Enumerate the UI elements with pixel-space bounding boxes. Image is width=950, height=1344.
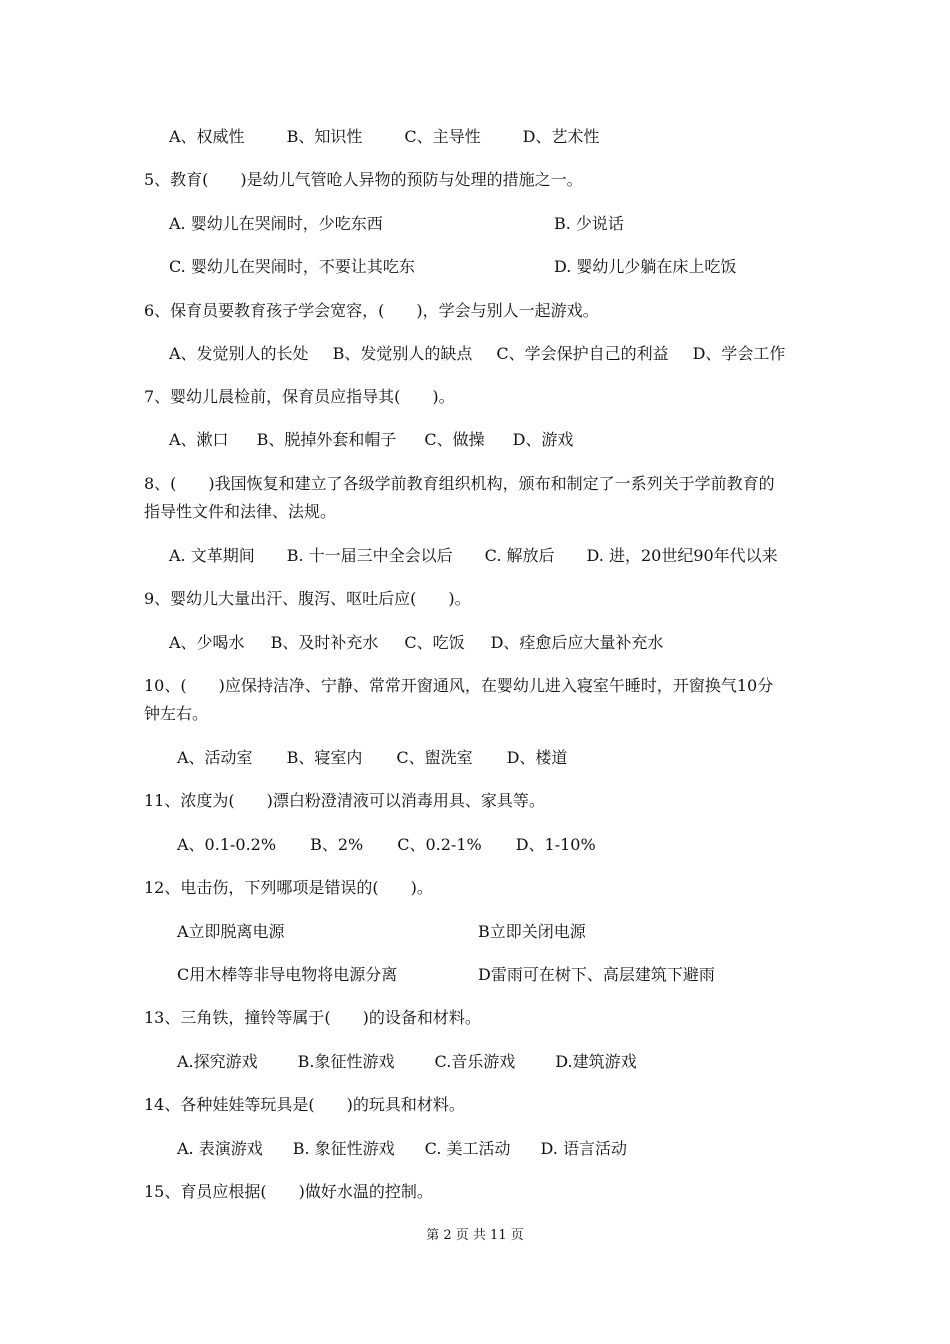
q14-option-b: B. 象征性游戏 — [292, 1139, 395, 1158]
q8-question-cont: 指导性文件和法律、法规。 — [144, 502, 337, 521]
q8-option-d: D. 进，20世纪90年代以来 — [586, 546, 778, 565]
q6-option-c: C、学会保护自己的利益 — [496, 344, 669, 363]
q9-option-b: B、及时补充水 — [270, 633, 379, 652]
q12-option-a: A立即脱离电源 — [177, 922, 285, 941]
q12-option-b: B立即关闭电源 — [478, 922, 586, 941]
q13-option-d: D.建筑游戏 — [555, 1052, 637, 1071]
q4-option-b: B、知识性 — [286, 127, 363, 146]
q7-options — [0, 430, 950, 450]
page-footer: 第 2 页 共 11 页 — [426, 1228, 524, 1243]
q6-question: 6、保育员要教育孩子学会宽容，( )，学会与别人一起游戏。 — [144, 301, 599, 320]
q7-option-d: D、游戏 — [512, 430, 574, 449]
q9-question: 9、婴幼儿大量出汗、腹泻、呕吐后应( )。 — [144, 589, 471, 608]
q5-question: 5、教育( )是幼儿气管呛人异物的预防与处理的措施之一。 — [144, 170, 583, 189]
q9-options — [0, 633, 950, 653]
q7-option-b: B、脱掉外套和帽子 — [256, 430, 397, 449]
q7-option-c: C、做操 — [424, 430, 485, 449]
q11-option-d: D、1-10% — [515, 835, 596, 854]
q10-option-d: D、楼道 — [506, 748, 568, 767]
q10-option-b: B、寝室内 — [286, 748, 363, 767]
q13-option-b: B.象征性游戏 — [297, 1052, 395, 1071]
q11-options — [0, 835, 950, 855]
q14-option-a: A. 表演游戏 — [177, 1139, 263, 1158]
q4-option-d: D、艺术性 — [522, 127, 600, 146]
q5-option-c: C. 婴幼儿在哭闹时，不要让其吃东 — [169, 257, 415, 276]
q4-options — [0, 127, 950, 147]
q8-question: 8、( )我国恢复和建立了各级学前教育组织机构，颁布和制定了一系列关于学前教育的 — [144, 474, 775, 493]
q11-option-b: B、2% — [310, 835, 364, 854]
q14-question: 14、各种娃娃等玩具是( )的玩具和材料。 — [144, 1095, 465, 1114]
q10-options — [0, 748, 950, 768]
q9-option-c: C、吃饭 — [404, 633, 465, 652]
q8-option-b: B. 十一届三中全会以后 — [286, 546, 453, 565]
q13-question: 13、三角铁，撞铃等属于( )的设备和材料。 — [144, 1008, 481, 1027]
q10-question-cont: 钟左右。 — [144, 704, 209, 723]
q8-option-c: C. 解放后 — [484, 546, 555, 565]
q7-question: 7、婴幼儿晨检前，保育员应指导其( )。 — [144, 387, 455, 406]
q13-option-a: A.探究游戏 — [177, 1052, 258, 1071]
q10-option-c: C、盥洗室 — [396, 748, 473, 767]
q14-option-d: D. 语言活动 — [540, 1139, 627, 1158]
q8-option-a: A. 文革期间 — [169, 546, 255, 565]
q10-option-a: A、活动室 — [177, 748, 253, 767]
q8-options — [0, 546, 950, 566]
q15-question: 15、育员应根据( )做好水温的控制。 — [144, 1182, 433, 1201]
q6-option-d: D、学会工作 — [692, 344, 786, 363]
q13-option-c: C.音乐游戏 — [434, 1052, 516, 1071]
q14-option-c: C. 美工活动 — [424, 1139, 511, 1158]
q9-option-a: A、少喝水 — [169, 633, 245, 652]
q11-question: 11、浓度为( )漂白粉澄清液可以消毒用具、家具等。 — [144, 791, 545, 810]
q4-option-c: C、主导性 — [404, 127, 481, 146]
q12-option-d: D雷雨可在树下、高层建筑下避雨 — [478, 965, 715, 984]
q11-option-a: A、0.1-0.2% — [177, 835, 277, 854]
q5-option-d: D. 婴幼儿少躺在床上吃饭 — [554, 257, 737, 276]
q6-options — [0, 344, 950, 364]
q10-question: 10、( )应保持洁净、宁静、常常开窗通风，在婴幼儿进入寝室午睡时，开窗换气10分 — [144, 676, 774, 695]
q6-option-a: A、发觉别人的长处 — [169, 344, 309, 363]
q12-option-c: C用木棒等非导电物将电源分离 — [177, 965, 398, 984]
q14-options — [0, 1139, 950, 1159]
q12-question: 12、电击伤，下列哪项是错误的( )。 — [144, 878, 433, 897]
q4-option-a: A、权威性 — [169, 127, 245, 146]
q5-option-b: B. 少说话 — [554, 214, 624, 233]
q13-options — [0, 1052, 950, 1072]
q11-option-c: C、0.2-1% — [397, 835, 482, 854]
q5-option-a: A. 婴幼儿在哭闹时，少吃东西 — [169, 214, 383, 233]
q9-option-d: D、痊愈后应大量补充水 — [490, 633, 664, 652]
q6-option-b: B、发觉别人的缺点 — [332, 344, 473, 363]
q7-option-a: A、漱口 — [169, 430, 229, 449]
